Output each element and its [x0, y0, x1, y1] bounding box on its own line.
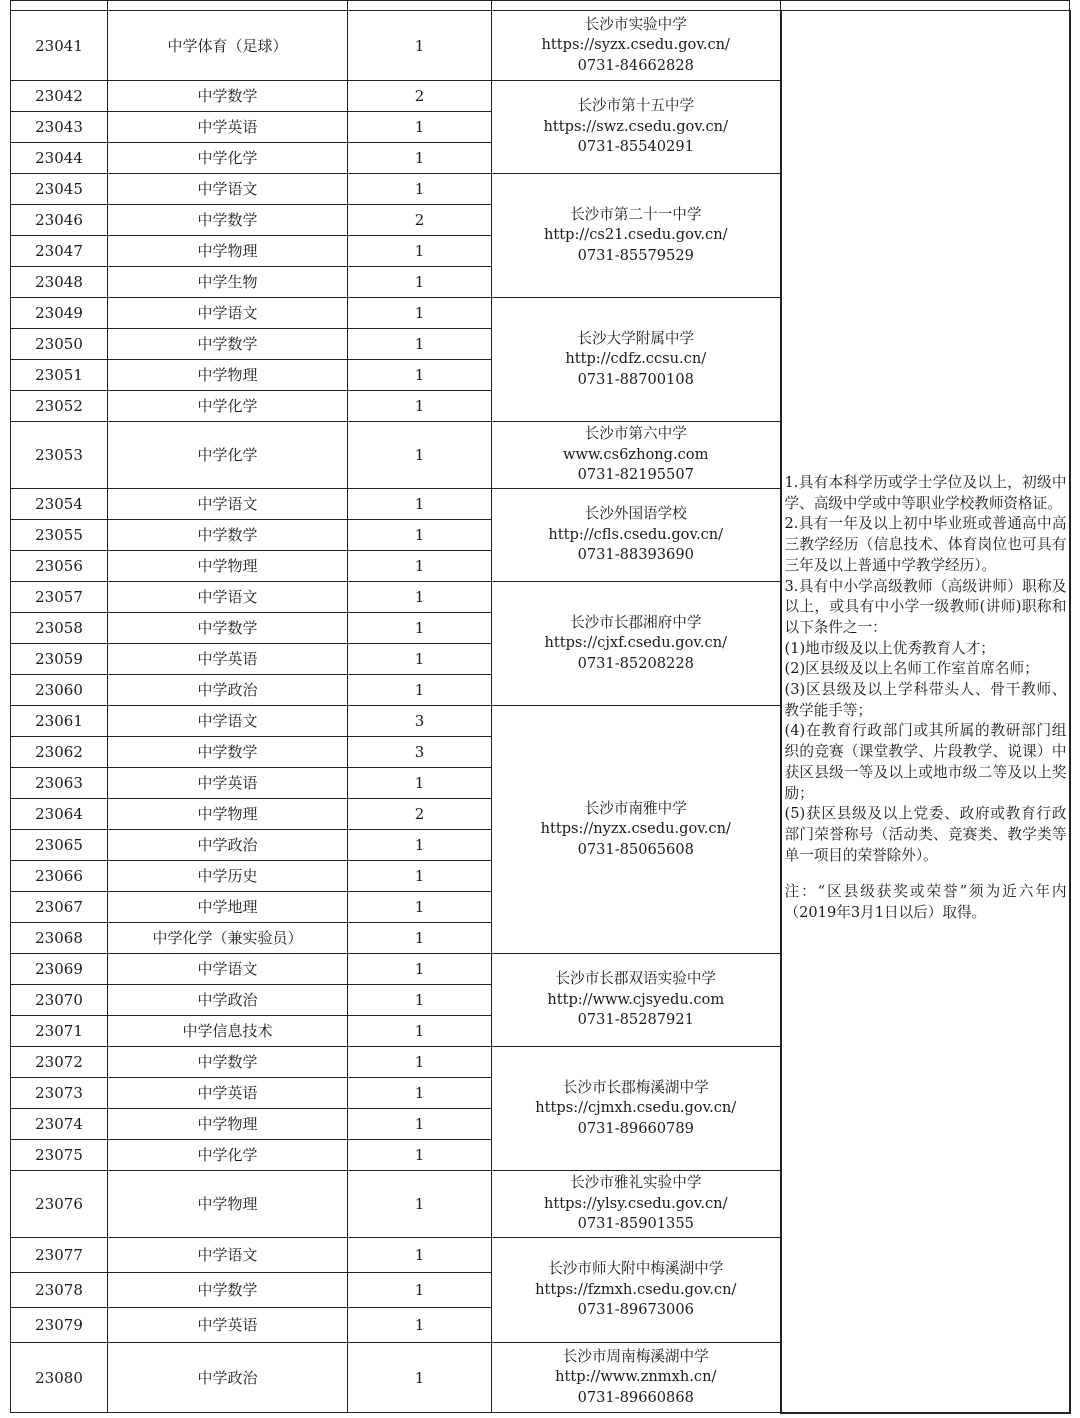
school-cell: [492, 954, 781, 1047]
count-cell: 3: [348, 706, 492, 737]
subject-cell: 中学化学（兼实验员）: [108, 923, 348, 954]
count-cell: 1: [348, 1078, 492, 1109]
position-code: 23041: [11, 11, 108, 81]
count-cell: 1: [348, 582, 492, 613]
position-code: 23056: [11, 551, 108, 582]
count-cell: 1: [348, 236, 492, 267]
count-cell: 1: [348, 830, 492, 861]
school-url[interactable]: http://cdfz.ccsu.cn/: [565, 350, 707, 368]
position-code: 23067: [11, 892, 108, 923]
count-cell: 1: [348, 112, 492, 143]
count-cell: 1: [348, 954, 492, 985]
subject-cell: 中学语文: [108, 954, 348, 985]
subject-cell: 中学语文: [108, 706, 348, 737]
position-code: 23072: [11, 1047, 108, 1078]
position-code: 23050: [11, 329, 108, 360]
position-code: 23063: [11, 768, 108, 799]
requirement-item: (3)区县级及以上学科带头人、骨干教师、教学能手等；: [784, 681, 1067, 719]
subject-cell: 中学数学: [108, 329, 348, 360]
count-cell: 1: [348, 892, 492, 923]
subject-cell: 中学生物: [108, 267, 348, 298]
subject-cell: 中学地理: [108, 892, 348, 923]
subject-cell: 中学数学: [108, 520, 348, 551]
requirement-item: 2.具有一年及以上初中毕业班或普通高中高三教学经历（信息技术、体育岗位也可具有三年及以上普通中学教学经历）。: [784, 515, 1067, 574]
school-cell: [492, 1238, 781, 1343]
school-cell: [492, 1171, 781, 1238]
subject-cell: 中学数学: [108, 737, 348, 768]
count-cell: 1: [348, 174, 492, 205]
requirement-item: 1.具有本科学历或学士学位及以上，初级中学、高级中学或中等职业学校教师资格证。: [784, 474, 1067, 512]
school-cell: [492, 582, 781, 706]
subject-cell: 中学物理: [108, 1109, 348, 1140]
subject-cell: 中学数学: [108, 1047, 348, 1078]
school-phone: 0731-88700108: [577, 370, 694, 388]
subject-cell: 中学信息技术: [108, 1016, 348, 1047]
subject-cell: 中学政治: [108, 830, 348, 861]
school-cell: [492, 706, 781, 954]
school-phone: 0731-82195507: [577, 466, 694, 484]
count-cell: 1: [348, 675, 492, 706]
school-cell: [492, 81, 781, 174]
position-code: 23066: [11, 861, 108, 892]
subject-cell: 中学语文: [108, 174, 348, 205]
count-cell: 1: [348, 391, 492, 422]
top-strip-cell: [348, 1, 492, 11]
count-cell: 1: [348, 298, 492, 329]
count-cell: 1: [348, 329, 492, 360]
position-code: 23053: [11, 422, 108, 489]
top-strip-cell: [108, 1, 348, 11]
position-code: 23051: [11, 360, 108, 391]
school-cell: [492, 298, 781, 422]
top-strip-cell: [781, 1, 1070, 11]
position-code: 23077: [11, 1238, 108, 1273]
top-strip-cell: [11, 1, 108, 11]
count-cell: 1: [348, 1047, 492, 1078]
count-cell: 1: [348, 768, 492, 799]
school-url[interactable]: https://cjxf.csedu.gov.cn/: [544, 634, 728, 652]
subject-cell: 中学历史: [108, 861, 348, 892]
position-code: 23047: [11, 236, 108, 267]
position-code: 23045: [11, 174, 108, 205]
school-cell: [492, 1343, 781, 1413]
position-code: 23074: [11, 1109, 108, 1140]
school-phone: 0731-85065608: [577, 840, 694, 858]
subject-cell: 中学政治: [108, 1343, 348, 1413]
school-cell: [492, 422, 781, 489]
requirement-item: 3.具有中小学高级教师（高级讲师）职称及以上，或具有中小学一级教师(讲师)职称和以下条件之一：: [784, 577, 1067, 636]
school-cell: [492, 489, 781, 582]
subject-cell: 中学英语: [108, 644, 348, 675]
requirement-item: (4)在教育行政部门或其所属的教研部门组织的竞赛（课堂教学、片段教学、说课）中获区县级一等及以上或地市级二等及以上奖励；: [784, 722, 1067, 802]
position-code: 23061: [11, 706, 108, 737]
requirement-item: (1)地市级及以上优秀教育人才；: [784, 639, 995, 657]
school-url[interactable]: https://nyzx.csedu.gov.cn/: [540, 820, 731, 838]
requirement-item: (2)区县级及以上名师工作室首席名师；: [784, 660, 1039, 678]
school-name: 长沙市周南梅溪湖中学: [562, 1347, 709, 1365]
position-code: 23069: [11, 954, 108, 985]
school-url[interactable]: www.cs6zhong.com: [563, 445, 709, 463]
school-cell: [492, 1047, 781, 1171]
subject-cell: 中学物理: [108, 1171, 348, 1238]
school-name: 长沙市第十五中学: [577, 97, 695, 115]
subject-cell: 中学数学: [108, 205, 348, 236]
position-code: 23080: [11, 1343, 108, 1413]
count-cell: 1: [348, 1109, 492, 1140]
count-cell: 1: [348, 489, 492, 520]
subject-cell: 中学语文: [108, 1238, 348, 1273]
school-phone: 0731-89660868: [577, 1388, 694, 1406]
position-code: 23076: [11, 1171, 108, 1238]
school-url[interactable]: https://ylsy.csedu.gov.cn/: [543, 1194, 728, 1212]
school-phone: 0731-89673006: [577, 1301, 694, 1319]
requirement-item: (5)获区县级及以上党委、政府或教育行政部门荣誉称号（活动类、竞赛类、教学类等单一项目的荣誉除外）。: [784, 805, 1067, 864]
position-code: 23078: [11, 1273, 108, 1308]
school-url[interactable]: https://swz.csedu.gov.cn/: [543, 117, 728, 135]
subject-cell: 中学英语: [108, 768, 348, 799]
position-code: 23055: [11, 520, 108, 551]
count-cell: 1: [348, 985, 492, 1016]
position-code: 23043: [11, 112, 108, 143]
school-url[interactable]: http://www.znmxh.cn/: [555, 1368, 717, 1386]
count-cell: 1: [348, 1171, 492, 1238]
count-cell: 1: [348, 644, 492, 675]
position-code: 23057: [11, 582, 108, 613]
school-name: 长沙大学附属中学: [577, 329, 695, 347]
position-code: 23060: [11, 675, 108, 706]
count-cell: 1: [348, 11, 492, 81]
count-cell: 2: [348, 799, 492, 830]
subject-cell: 中学数学: [108, 1273, 348, 1308]
count-cell: 1: [348, 613, 492, 644]
school-name: 长沙市长郡梅溪湖中学: [562, 1078, 709, 1096]
count-cell: 1: [348, 520, 492, 551]
position-code: 23073: [11, 1078, 108, 1109]
table-row: [11, 11, 1070, 81]
school-name: 长沙市第二十一中学: [570, 205, 702, 223]
subject-cell: 中学化学: [108, 422, 348, 489]
subject-cell: 中学物理: [108, 360, 348, 391]
recruitment-table: [10, 0, 1071, 1414]
subject-cell: 中学语文: [108, 489, 348, 520]
subject-cell: 中学物理: [108, 799, 348, 830]
school-url[interactable]: https://syzx.csedu.gov.cn/: [541, 36, 730, 54]
position-code: 23062: [11, 737, 108, 768]
subject-cell: 中学英语: [108, 1078, 348, 1109]
count-cell: 1: [348, 1140, 492, 1171]
subject-cell: 中学英语: [108, 112, 348, 143]
school-url[interactable]: https://cjmxh.csedu.gov.cn/: [535, 1099, 737, 1117]
count-cell: 3: [348, 737, 492, 768]
count-cell: 1: [348, 1016, 492, 1047]
position-code: 23070: [11, 985, 108, 1016]
school-phone: 0731-88393690: [577, 546, 694, 564]
school-name: 长沙市长郡双语实验中学: [555, 970, 717, 988]
school-phone: 0731-85579529: [577, 246, 694, 264]
position-code: 23079: [11, 1308, 108, 1343]
school-url[interactable]: https://fzmxh.csedu.gov.cn/: [535, 1280, 737, 1298]
school-name: 长沙市雅礼实验中学: [570, 1174, 702, 1192]
school-name: 长沙市第六中学: [584, 425, 687, 443]
count-cell: 1: [348, 1273, 492, 1308]
school-phone: 0731-89660789: [577, 1119, 694, 1137]
school-phone: 0731-85208228: [577, 654, 694, 672]
top-strip-row: [11, 1, 1070, 11]
subject-cell: 中学体育（足球）: [108, 11, 348, 81]
count-cell: 1: [348, 551, 492, 582]
position-code: 23048: [11, 267, 108, 298]
subject-cell: 中学化学: [108, 143, 348, 174]
school-name: 长沙市长郡湘府中学: [570, 613, 702, 631]
position-code: 23068: [11, 923, 108, 954]
school-url[interactable]: http://cfls.csedu.gov.cn/: [548, 525, 724, 543]
school-url[interactable]: http://cs21.csedu.gov.cn/: [543, 226, 728, 244]
subject-cell: 中学语文: [108, 582, 348, 613]
school-name: 长沙市师大附中梅溪湖中学: [548, 1260, 724, 1278]
subject-cell: 中学政治: [108, 675, 348, 706]
subject-cell: 中学物理: [108, 236, 348, 267]
school-phone: 0731-85901355: [577, 1215, 694, 1233]
position-code: 23064: [11, 799, 108, 830]
position-code: 23065: [11, 830, 108, 861]
requirements-note: 注：“区县级获奖或荣誉”须为近六年内（2019年3月1日以后）取得。: [784, 883, 1067, 922]
position-code: 23059: [11, 644, 108, 675]
count-cell: 1: [348, 923, 492, 954]
count-cell: 1: [348, 267, 492, 298]
subject-cell: 中学数学: [108, 81, 348, 112]
count-cell: 1: [348, 1343, 492, 1413]
subject-cell: 中学数学: [108, 613, 348, 644]
subject-cell: 中学化学: [108, 1140, 348, 1171]
subject-cell: 中学政治: [108, 985, 348, 1016]
school-cell: [492, 174, 781, 298]
position-code: 23058: [11, 613, 108, 644]
subject-cell: 中学物理: [108, 551, 348, 582]
school-phone: 0731-85540291: [577, 138, 694, 156]
count-cell: 1: [348, 1308, 492, 1343]
position-code: 23052: [11, 391, 108, 422]
position-code: 23049: [11, 298, 108, 329]
subject-cell: 中学英语: [108, 1308, 348, 1343]
school-url[interactable]: http://www.cjsyedu.com: [547, 990, 725, 1008]
count-cell: 1: [348, 861, 492, 892]
requirements-cell: [781, 11, 1070, 1413]
position-code: 23071: [11, 1016, 108, 1047]
count-cell: 1: [348, 422, 492, 489]
subject-cell: 中学化学: [108, 391, 348, 422]
position-code: 23054: [11, 489, 108, 520]
school-name: 长沙外国语学校: [584, 505, 687, 523]
count-cell: 1: [348, 1238, 492, 1273]
position-code: 23044: [11, 143, 108, 174]
count-cell: 2: [348, 81, 492, 112]
school-cell: [492, 11, 781, 81]
position-code: 23046: [11, 205, 108, 236]
subject-cell: 中学语文: [108, 298, 348, 329]
position-code: 23075: [11, 1140, 108, 1171]
school-name: 长沙市南雅中学: [584, 799, 687, 817]
count-cell: 1: [348, 360, 492, 391]
school-name: 长沙市实验中学: [584, 15, 687, 33]
top-strip-cell: [492, 1, 781, 11]
school-phone: 0731-85287921: [577, 1011, 694, 1029]
count-cell: 2: [348, 205, 492, 236]
count-cell: 1: [348, 143, 492, 174]
position-code: 23042: [11, 81, 108, 112]
school-phone: 0731-84662828: [577, 56, 694, 74]
